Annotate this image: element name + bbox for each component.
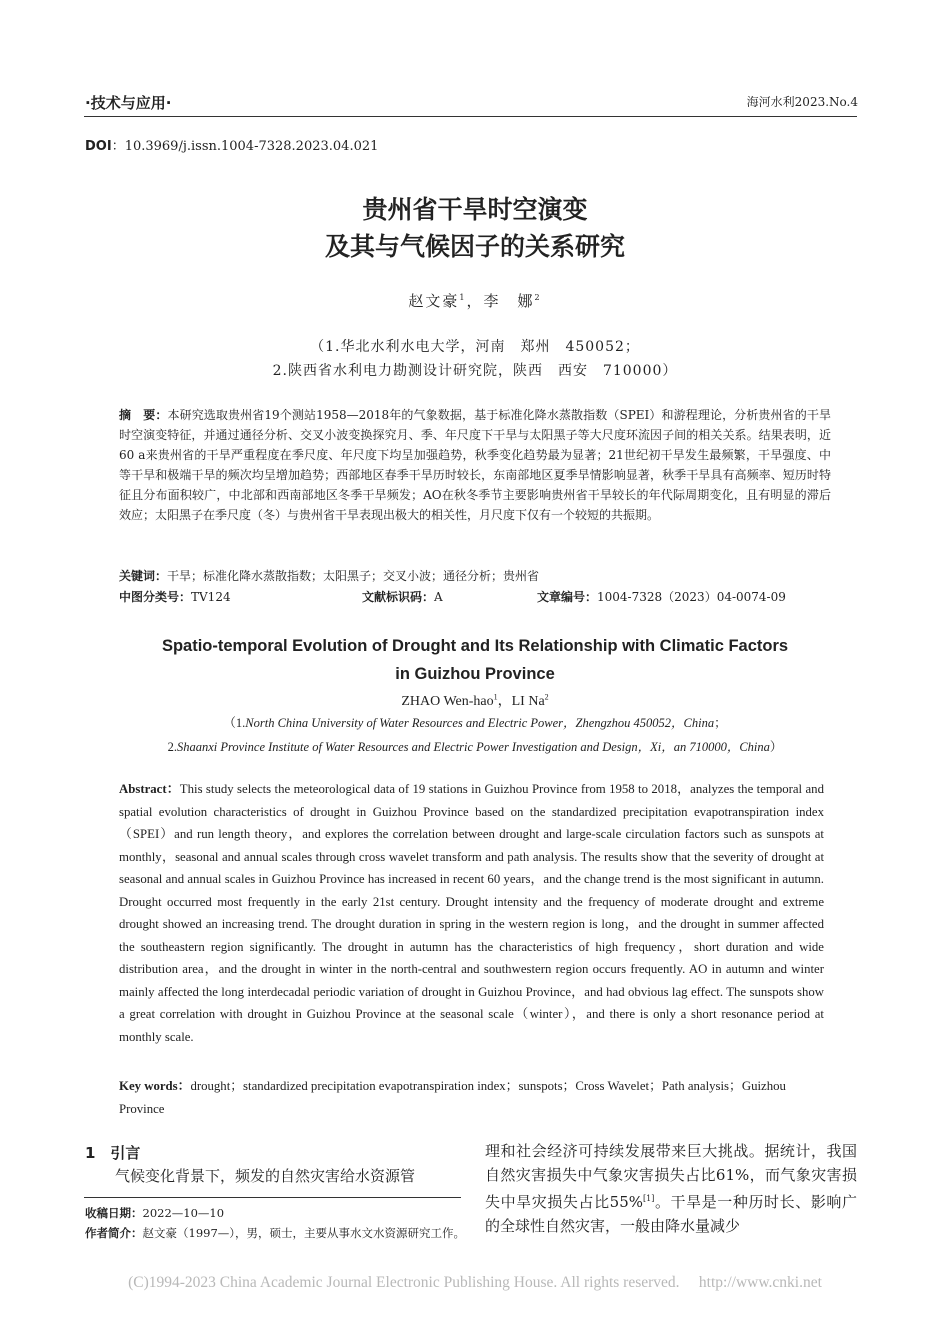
author-2-sup: 2 bbox=[534, 293, 542, 302]
author-bio-value: 赵文豪（1997—），男，硕士，主要从事水文水资源研究工作。 bbox=[142, 1226, 466, 1240]
author-bio-label: 作者简介： bbox=[85, 1226, 143, 1240]
author-1-cn: 赵文豪 bbox=[408, 292, 460, 310]
author-2-en-sup: 2 bbox=[544, 692, 549, 702]
affil-en-1-text: North China University of Water Resources and Electric Power，Zhengzhou 450052，China bbox=[245, 716, 715, 730]
author-1-en-sup: 1 bbox=[493, 692, 498, 702]
abstract-en-label: Abstract： bbox=[119, 782, 180, 796]
journal-issue: 海河水利2023.No.4 bbox=[746, 95, 858, 109]
doi-label: DOI bbox=[85, 139, 112, 154]
footnote-received bbox=[85, 1205, 224, 1221]
abstract-en bbox=[119, 778, 824, 1048]
doc-label: 文献标识码： bbox=[362, 590, 435, 604]
author-2-en: LI Na bbox=[511, 694, 545, 709]
keywords-cn-label: 关键词： bbox=[119, 569, 168, 583]
author-separator: ， bbox=[466, 292, 484, 310]
section-1-heading: 1 引言 bbox=[85, 1144, 141, 1162]
title-cn-line2: 及其与气候因子的关系研究 bbox=[324, 232, 625, 261]
keywords-cn-text: 干旱；标准化降水蒸散指数；太阳黑子；交叉小波；通径分析；贵州省 bbox=[167, 569, 540, 583]
title-cn-line1: 贵州省干旱时空演变 bbox=[362, 195, 588, 224]
clc-number bbox=[119, 588, 231, 605]
affil-en-2-num: 2. bbox=[167, 740, 177, 754]
article-value: 1004-7328（2023）04-0074-09 bbox=[597, 590, 786, 604]
author-en-separator: ， bbox=[497, 694, 512, 709]
abstract-cn-label: 摘 要： bbox=[119, 408, 168, 422]
section-1-left-text: 气候变化背景下，频发的自然灾害给水资源管 bbox=[115, 1167, 416, 1185]
received-value: 2022—10—10 bbox=[142, 1206, 225, 1220]
abstract-cn-text: 本研究选取贵州省19个测站1958—2018年的气象数据，基于标准化降水蒸散指数（SPEI）和游程理论，分析贵州省的干旱时空演变特征，并通过通径分析、交叉小波变换探究月、季、年尺度下干旱与太阳黑子等大尺度环流因子间的相关关系。结果表明，近60 a来贵州省的干旱严重程度在季尺度、年尺度下均呈加强趋势，秋季变化趋势最为显著；21世纪初干旱发生最频繁，干旱强度、中等干旱和极端干旱的频次均呈增加趋势；西部地区春季干旱历时较长，东南部地区夏季旱情影响显著，秋季干旱具有高频率、短历时特征且分布面积较广，中北部和西南部地区冬季干旱频发；AO在秋冬季节主要影响贵州省干旱较长的年代际周期变化，且有明显的滞后效应；太阳黑子在季尺度（冬）与贵州省干旱表现出极大的相关性，月尺度下仅有一个较短的共振期。 bbox=[119, 408, 831, 522]
affil-en-1-open: （1. bbox=[223, 716, 246, 730]
author-1-en: ZHAO Wen-hao bbox=[401, 694, 494, 709]
affiliation-en-2 bbox=[0, 737, 950, 755]
doc-value: A bbox=[434, 590, 443, 604]
affiliation-en-1 bbox=[0, 713, 950, 731]
authors-cn bbox=[0, 290, 950, 311]
abstract-cn bbox=[119, 405, 831, 525]
header-divider bbox=[84, 116, 857, 117]
keywords-cn bbox=[119, 566, 831, 586]
title-en-line1: Spatio-temporal Evolution of Drought and Its Relationship with Climatic Factors bbox=[161, 637, 789, 655]
article-number bbox=[537, 588, 786, 605]
authors-en bbox=[0, 690, 950, 710]
affil-en-2-close: ） bbox=[769, 740, 783, 754]
right-text-a: 理和社会经济可持续发展带来巨大挑战。据统计，我国自然灾害损失中气象灾害损失占比61%，而气象灾害损失中旱灾损失占比55% bbox=[485, 1142, 857, 1211]
doi-value[interactable]: ：10.3969/j.issn.1004-7328.2023.04.021 bbox=[111, 139, 379, 154]
clc-label: 中图分类号： bbox=[119, 590, 192, 604]
footnote-divider bbox=[84, 1197, 461, 1198]
article-label: 文章编号： bbox=[537, 590, 598, 604]
copyright-watermark: (C)1994-2023 China Academic Journal Electronic Publishing House. All rights reserved. http://www.cnki.net bbox=[128, 1274, 822, 1291]
footnote-author-bio bbox=[85, 1225, 465, 1241]
abstract-en-text: This study selects the meteorological data of 19 stations in Guizhou Province from 1958 to 2018，analyzes the temporal and spatial evolution characteristics of drought in Guizhou Province based on the standardized precipitation evapotranspiration index（SPEI）and run length theory，and explores the correlation between drought and large-scale circulation factors such as sunspots at monthly，seasonal and annual scales through cross wavelet transform and path analysis. The results show that the severity of drought at seasonal and annual scales in Guizhou Province has increased in recent 60 years，and the change trend is the most significant in autumn. Drought occurred most frequently in the early 21st century. Drought intensity and the frequency of moderate drought and extreme drought showed an increasing trend. The drought duration in spring in the western region is long，and the drought in summer affected the southeastern region significantly. The drought in autumn has the characteristics of high frequency，short duration and wide distribution area，and the drought in winter in the north-central and southwestern region occurs frequently. AO in autumn and winter mainly affected the long interdecadal periodic variation of drought in Guizhou Province，and had obvious lag effect. The sunspots show a great correlation with drought in Guizhou Province at the seasonal scale（winter），and there is only a short resonance period at monthly scale. bbox=[119, 782, 824, 1044]
keywords-en-label: Key words： bbox=[119, 1079, 191, 1093]
citation-ref[interactable]: [1] bbox=[643, 1194, 655, 1203]
title-en-line2: in Guizhou Province bbox=[395, 665, 555, 683]
section-label: ·技术与应用· bbox=[85, 94, 172, 112]
keywords-en-text: drought；standardized precipitation evapotranspiration index；sunspots；Cross Wavelet；Path analysis；Guizhou Province bbox=[119, 1079, 786, 1116]
received-label: 收稿日期： bbox=[85, 1206, 143, 1220]
affil-en-2-text: Shaanxi Province Institute of Water Resources and Electric Power Investigation and Design，Xi，an 710000，China bbox=[176, 740, 770, 754]
doi bbox=[85, 135, 378, 154]
affiliation-cn-1: （1.华北水利水电大学，河南 郑州 450052； bbox=[310, 339, 640, 355]
keywords-en bbox=[119, 1075, 824, 1120]
title-en bbox=[100, 632, 850, 688]
clc-value: TV124 bbox=[191, 590, 231, 604]
affil-en-1-close: ； bbox=[714, 716, 727, 730]
section-1-right-text bbox=[485, 1140, 857, 1238]
author-2-cn: 李 娜 bbox=[483, 292, 535, 310]
author-1-sup: 1 bbox=[459, 293, 467, 302]
affiliation-cn-2: 2.陕西省水利电力勘测设计研究院，陕西 西安 710000） bbox=[272, 363, 678, 379]
right-text-b: 。干旱是一种历时长、影响广的全球性自然灾害，一般由降水量减少 bbox=[485, 1193, 857, 1235]
document-code bbox=[362, 588, 443, 605]
